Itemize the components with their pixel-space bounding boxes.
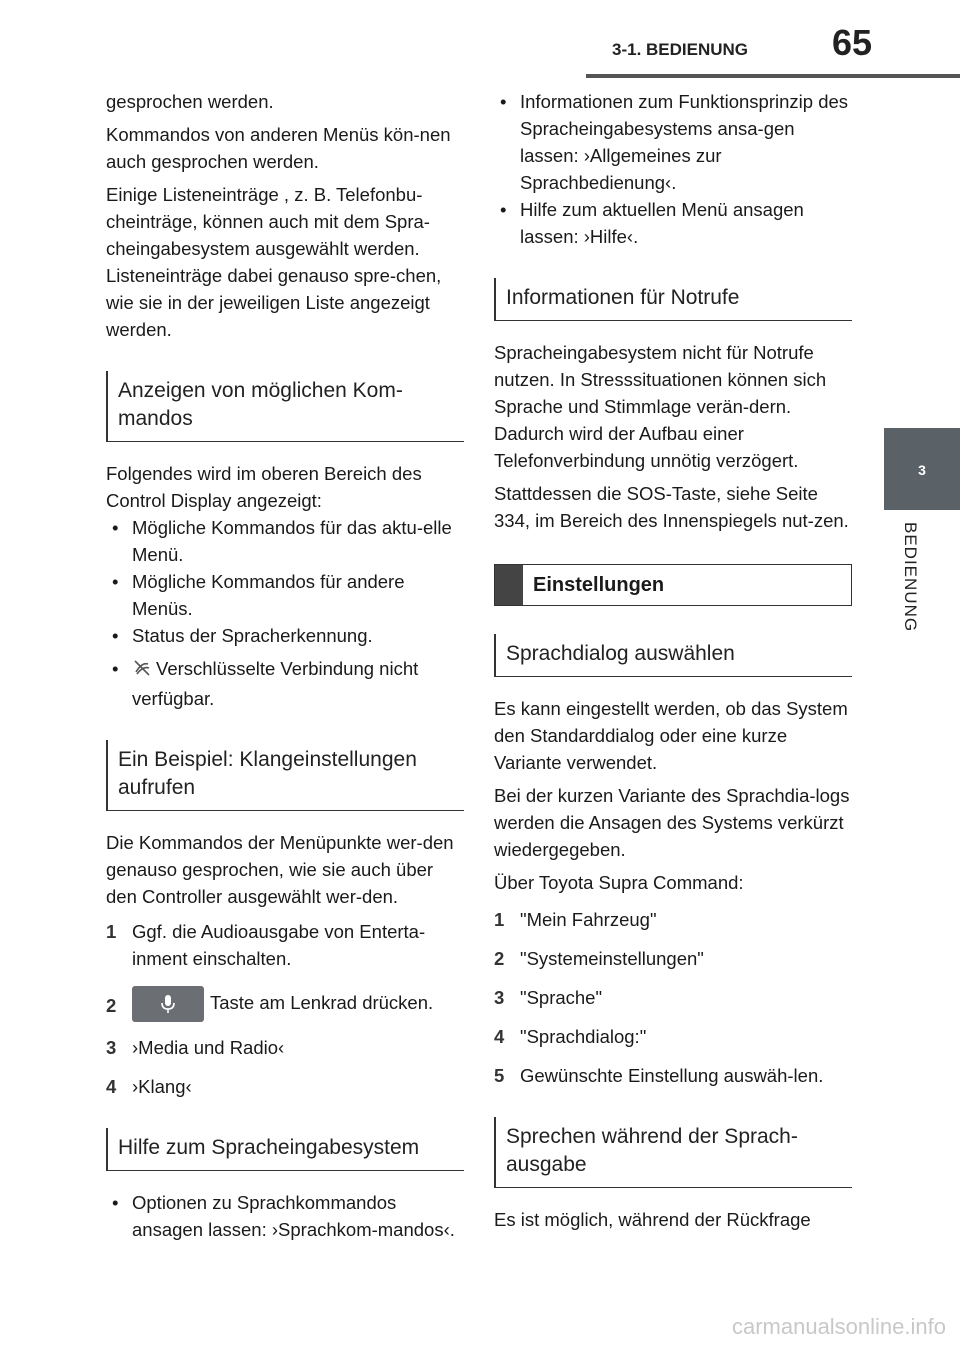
chapter-number: 3 (918, 462, 926, 478)
heading-marker (495, 565, 523, 605)
list-item: • Mögliche Kommandos für andere Menüs. (106, 568, 464, 622)
step-text: "Systemeinstellungen" (520, 948, 704, 969)
voice-button-image (132, 986, 204, 1022)
section-header: 3-1. BEDIENUNG (612, 40, 749, 59)
section-heading: Anzeigen von möglichen Kom-mandos (106, 371, 464, 442)
step-number: 4 (106, 1076, 117, 1097)
step-item (494, 1062, 852, 1089)
step-number: 3 (494, 987, 505, 1008)
step-number: 1 (106, 921, 117, 942)
step-item (106, 1034, 464, 1061)
list-item-text: Verschlüsselte Verbindung nicht verfügbar. (132, 658, 419, 709)
step-text: Taste am Lenkrad drücken. (210, 991, 434, 1013)
crossed-connection-icon (132, 658, 152, 685)
step-item (106, 918, 464, 972)
step-text: "Sprachdialog:" (520, 1026, 647, 1047)
chapter-heading-text: Einstellungen (533, 574, 665, 596)
step-item (106, 986, 464, 1022)
section-heading: Ein Beispiel: Klangeinstellungen aufrufen (106, 740, 464, 811)
chapter-label: BEDIENUNG (901, 522, 920, 633)
bullet-list (494, 88, 852, 250)
paragraph: Über Toyota Supra Command: (494, 872, 744, 893)
header-rule (586, 74, 960, 78)
page-number: 65 (831, 22, 873, 63)
bullet-list (106, 1189, 464, 1243)
paragraph: Es kann eingestellt werden, ob das System den Standarddialog oder eine kurze Variante verwendet. (494, 698, 848, 773)
step-number: 1 (494, 909, 505, 930)
step-item (494, 906, 852, 933)
microphone-icon (160, 994, 176, 1014)
bullet-list (106, 514, 464, 712)
chapter-tab (884, 428, 960, 510)
chapter-heading (494, 564, 852, 606)
step-text: "Sprache" (520, 987, 603, 1008)
step-item (494, 984, 852, 1011)
section-heading: Informationen für Notrufe (494, 278, 852, 321)
watermark: carmanualsonline.info (731, 1314, 946, 1339)
left-column (106, 88, 464, 1249)
section-heading: Hilfe zum Spracheingabesystem (106, 1128, 464, 1171)
list-item: • Hilfe zum aktuellen Menü ansagen lassen: ›Hilfe‹. (494, 196, 852, 250)
paragraph: Spracheingabesystem nicht für Notrufe nutzen. In Stresssituationen können sich Sprache und Stimmlage verän-dern. Dadurch wird der Aufbau einer Telefonverbindung unnötig verzögert. (494, 342, 827, 471)
section-heading: Sprachdialog auswählen (494, 634, 852, 677)
step-number: 5 (494, 1065, 505, 1086)
section-heading: Sprechen während der Sprach-ausgabe (494, 1117, 852, 1188)
step-number: 3 (106, 1037, 117, 1058)
list-item: • Status der Spracherkennung. (106, 622, 464, 649)
list-item: • Mögliche Kommandos für das aktu-elle Menü. (106, 514, 464, 568)
step-item (494, 1023, 852, 1050)
paragraph: Folgendes wird im oberen Bereich des Control Display angezeigt: (106, 463, 422, 511)
step-item (494, 945, 852, 972)
step-text: ›Media und Radio‹ (132, 1037, 285, 1058)
step-number: 2 (494, 948, 505, 969)
step-text: Gewünschte Einstellung auswäh-len. (520, 1065, 824, 1086)
paragraph: Es ist möglich, während der Rückfrage (494, 1209, 811, 1230)
step-text: "Mein Fahrzeug" (520, 909, 657, 930)
paragraph: Stattdessen die SOS-Taste, siehe Seite 334, im Bereich des Innenspiegels nut-zen. (494, 483, 849, 531)
paragraph: gesprochen werden. (106, 91, 274, 112)
paragraph: Einige Listeneinträge , z. B. Telefonbu-cheinträge, können auch mit dem Spra-cheingabesystem ausgewählt werden. Listeneinträge dabei genauso spre-chen, wie sie in der jeweiligen Liste angezeigt werden. (106, 184, 442, 340)
step-number: 4 (494, 1026, 505, 1047)
step-text: Ggf. die Audioausgabe von Enterta-inment einschalten. (132, 921, 426, 969)
paragraph: Die Kommandos der Menüpunkte wer-den genauso gesprochen, wie sie auch über den Controller ausgewählt wer-den. (106, 832, 454, 907)
paragraph: Bei der kurzen Variante des Sprachdia-logs werden die Ansagen des Systems verkürzt wiedergegeben. (494, 785, 850, 860)
step-text: ›Klang‹ (132, 1076, 192, 1097)
list-item: • Informationen zum Funktionsprinzip des Spracheingabesystems ansa-gen lassen: ›Allgemeines zur Sprachbedienung‹. (494, 88, 852, 196)
right-column (494, 88, 852, 1239)
footer (0, 1300, 960, 1351)
list-item: • Optionen zu Sprachkommandos ansagen lassen: ›Sprachkom-mandos‹. (106, 1189, 464, 1243)
list-item (106, 655, 464, 712)
paragraph: Kommandos von anderen Menüs kön-nen auch gesprochen werden. (106, 124, 451, 172)
step-number: 2 (106, 995, 117, 1016)
step-item (106, 1073, 464, 1100)
